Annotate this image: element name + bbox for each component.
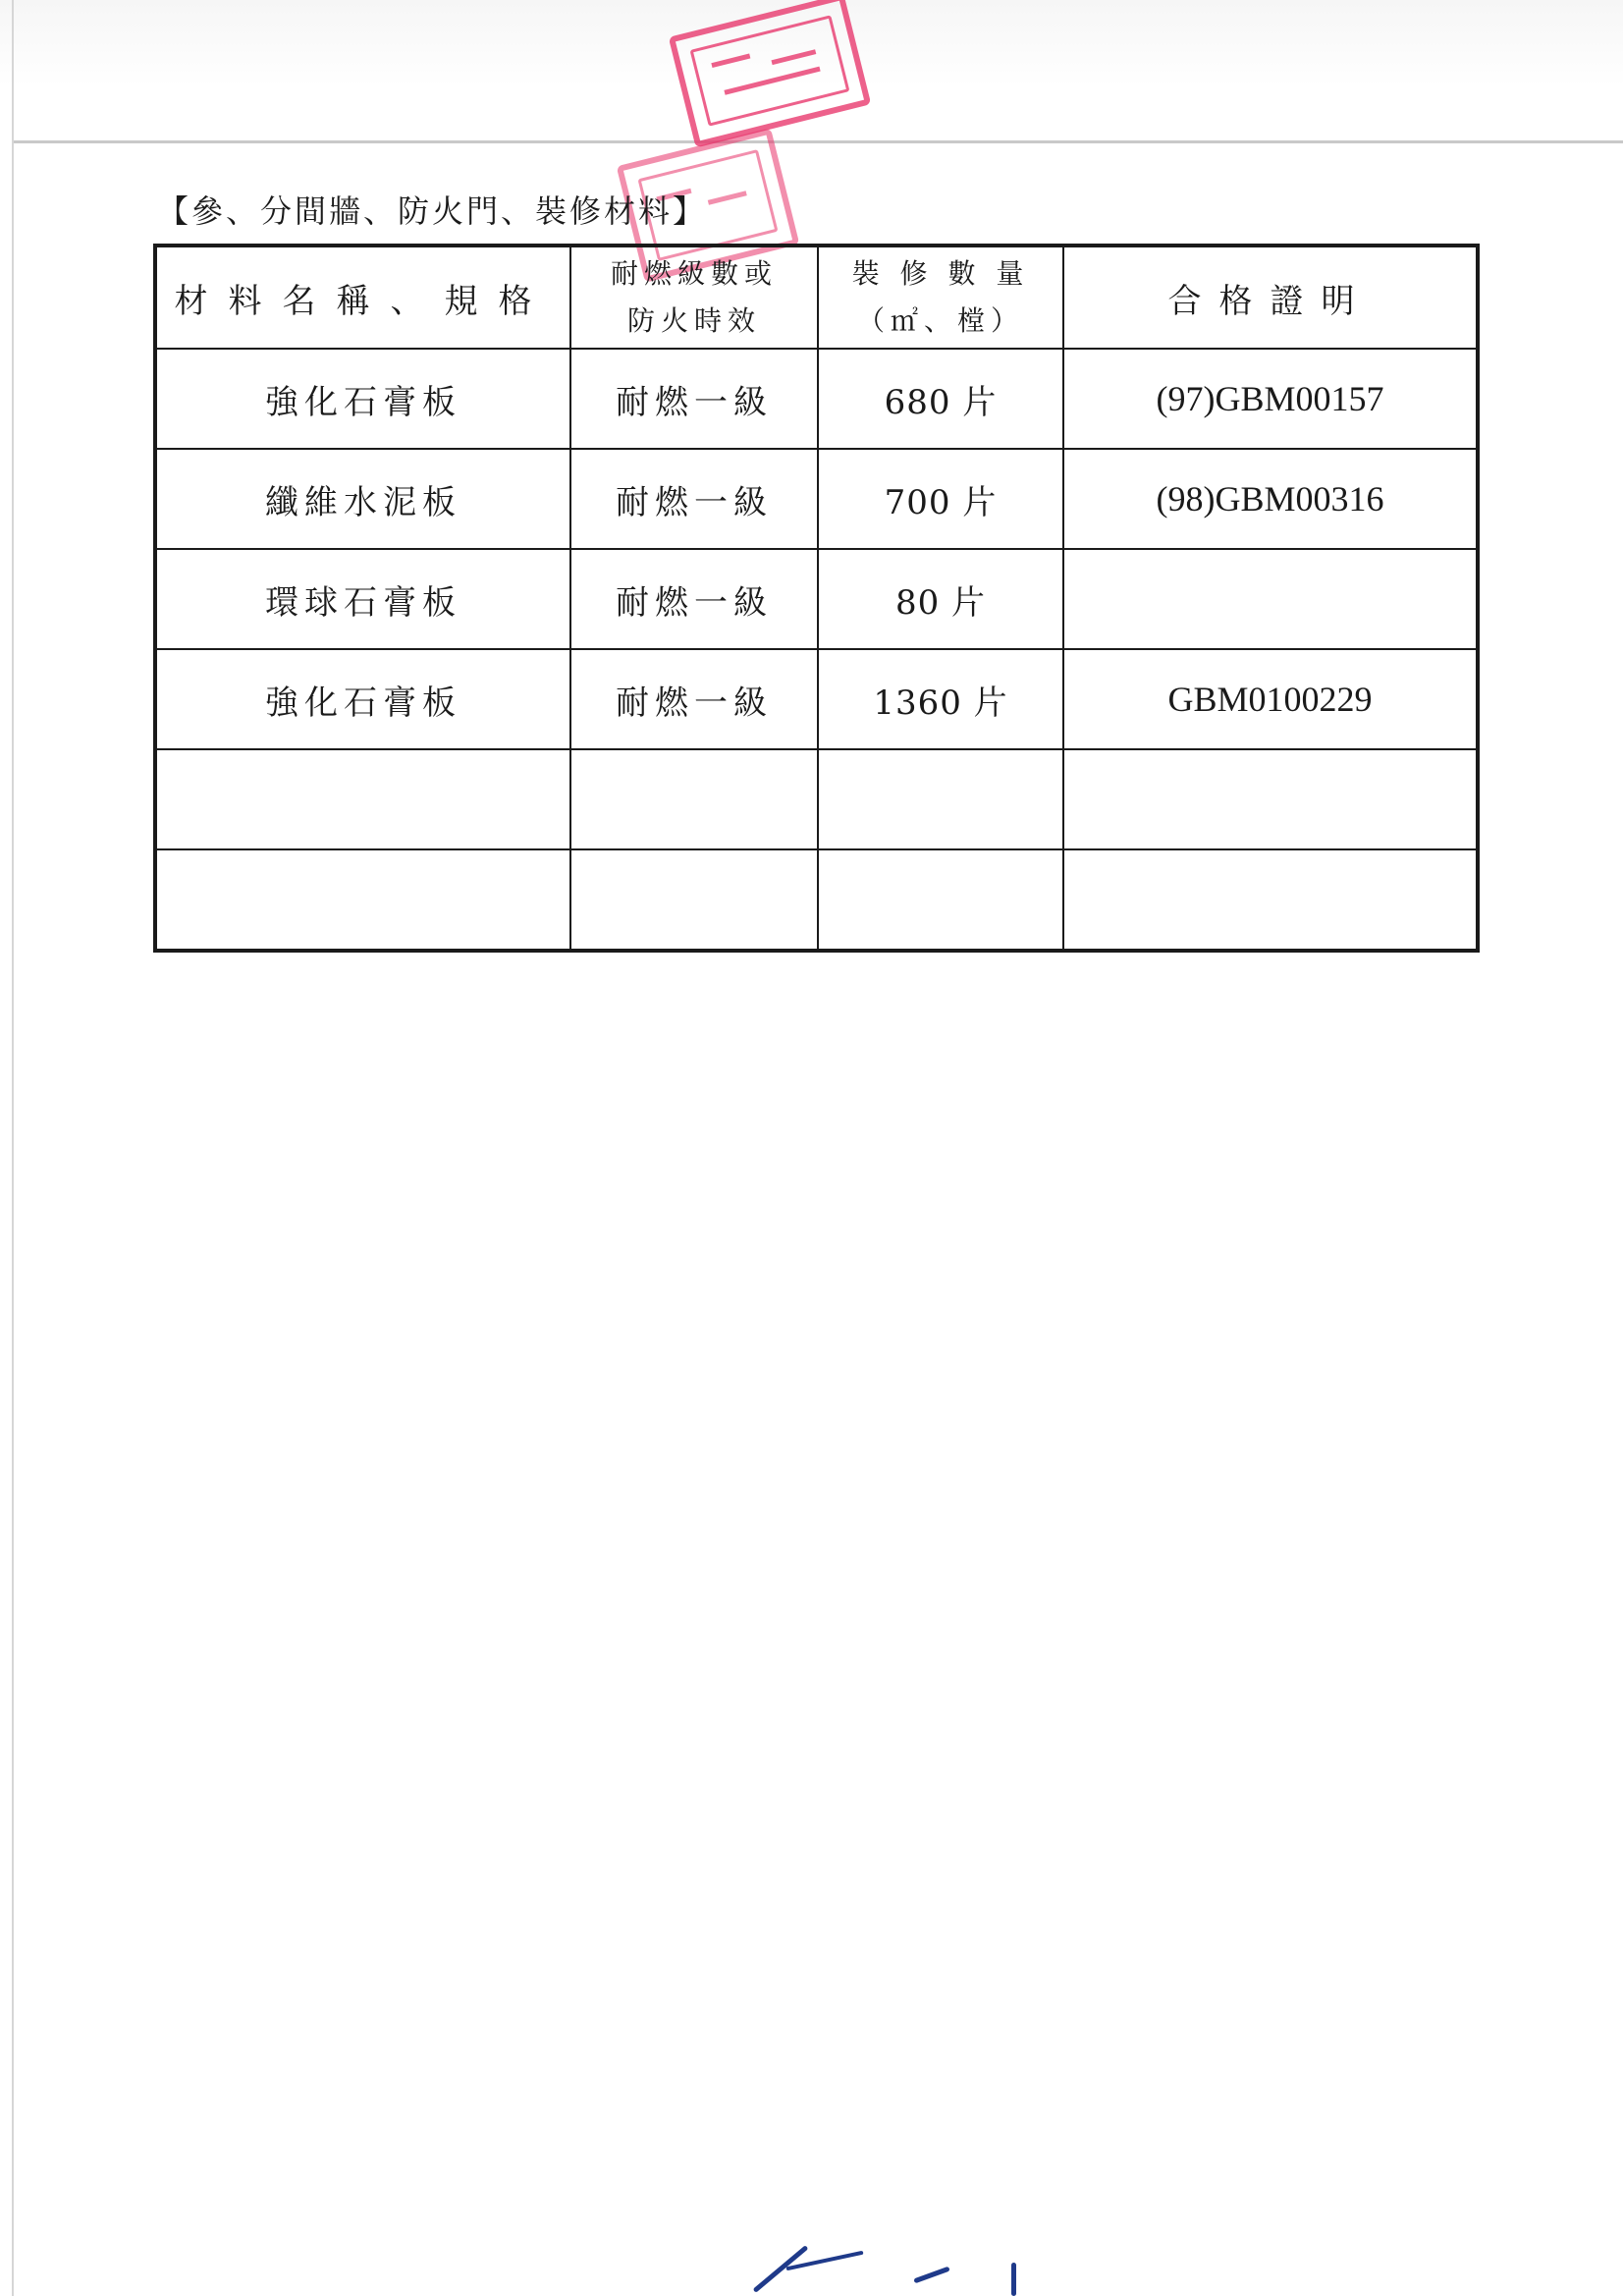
page-margin-line [12, 0, 14, 2296]
header-fire-rating [570, 246, 818, 349]
section-title: 【參、分間牆、防火門、裝修材料】 [157, 192, 708, 230]
certificate-cell [1063, 749, 1478, 849]
fire-rating-cell [570, 749, 818, 849]
table-row [155, 549, 1478, 649]
table-row [155, 849, 1478, 951]
header-quantity-line1: 裝 修 數 量 [851, 257, 1030, 290]
header-certificate: 合格證明 [1063, 246, 1478, 349]
header-fire-rating-line1: 耐燃級數或 [610, 257, 778, 290]
table-row [155, 649, 1478, 749]
quantity-cell [818, 849, 1063, 951]
materials-table [153, 244, 1480, 953]
certificate-cell: (98)GBM00316 [1063, 449, 1478, 549]
fire-rating-cell: 耐燃一級 [570, 549, 818, 649]
quantity-cell: 1360 片 [818, 649, 1063, 749]
certificate-cell [1063, 549, 1478, 649]
table-row [155, 349, 1478, 449]
material-name-cell: 纖維水泥板 [155, 449, 570, 549]
certificate-cell: (97)GBM00157 [1063, 349, 1478, 449]
table-row [155, 749, 1478, 849]
material-name-cell [155, 749, 570, 849]
header-material-name: 材料名稱、規格 [155, 246, 570, 349]
material-name-cell: 環球石膏板 [155, 549, 570, 649]
fire-rating-cell: 耐燃一級 [570, 449, 818, 549]
table-row [155, 449, 1478, 549]
header-quantity-line2: （㎡、樘） [856, 304, 1024, 337]
table-header-row [155, 246, 1478, 349]
signature [727, 2229, 1051, 2296]
quantity-cell: 80 片 [818, 549, 1063, 649]
material-name-cell: 強化石膏板 [155, 649, 570, 749]
material-name-cell [155, 849, 570, 951]
fold-line [14, 140, 1623, 143]
fire-rating-cell: 耐燃一級 [570, 649, 818, 749]
quantity-cell: 680 片 [818, 349, 1063, 449]
certificate-cell: GBM0100229 [1063, 649, 1478, 749]
header-quantity [818, 246, 1063, 349]
material-name-cell: 強化石膏板 [155, 349, 570, 449]
quantity-cell: 700 片 [818, 449, 1063, 549]
fire-rating-cell: 耐燃一級 [570, 349, 818, 449]
fire-rating-cell [570, 849, 818, 951]
header-fire-rating-line2: 防火時效 [626, 304, 761, 337]
quantity-cell [818, 749, 1063, 849]
certificate-cell [1063, 849, 1478, 951]
